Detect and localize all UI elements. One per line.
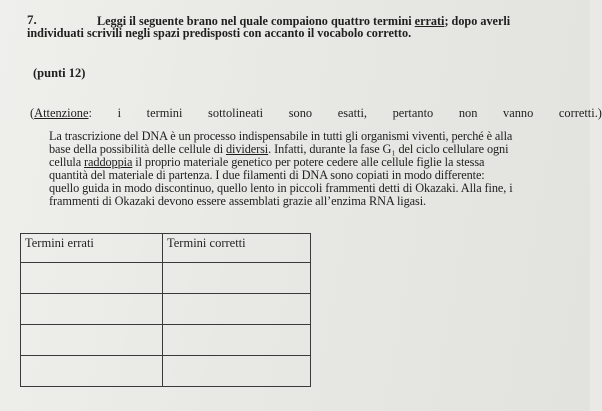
text-segment: il proprio materiale genetico per potere cedere alle cellule figlie la stessa <box>132 155 485 169</box>
header-termini-errati: Termini errati <box>21 234 163 263</box>
underlined-dividersi: dividersi <box>225 142 269 156</box>
underlined-errati: errati <box>414 14 445 28</box>
exercise-number: 7. <box>27 12 37 27</box>
cell-errato-3[interactable] <box>21 325 163 356</box>
table-row <box>21 356 311 387</box>
attention-word-7: non <box>458 106 478 120</box>
header-termini-corretti: Termini corretti <box>163 234 311 263</box>
attention-label <box>30 106 92 121</box>
attention-note <box>30 106 602 121</box>
paragraph-line-4: quantità del materiale di partenza. I due filamenti di DNA sono copiati in modo differente: <box>49 168 485 182</box>
cell-corretto-3[interactable] <box>163 325 311 356</box>
attention-word-6: pertanto <box>392 106 434 120</box>
paragraph-line-6: frammenti di Okazaki devono essere assemblati grazie all’enzima RNA ligasi. <box>49 194 426 208</box>
cell-errato-4[interactable] <box>21 356 163 387</box>
instruction-text: Leggi il seguente brano nel quale compaiono quattro termini <box>97 14 415 28</box>
cell-corretto-1[interactable] <box>163 263 311 294</box>
cell-corretto-4[interactable] <box>163 356 311 387</box>
instruction-line-2: individuati scrivili negli spazi predisposti con accanto il vocabolo corretto. <box>27 26 412 40</box>
text-segment: . Infatti, durante la fase G₁ del ciclo cellulare ogni <box>268 142 509 156</box>
open-paren: ( <box>30 106 35 120</box>
table-header-row <box>21 234 311 263</box>
attention-word-2: termini <box>146 106 183 120</box>
attention-word-3: sottolineati <box>208 106 264 120</box>
attention-word-1: i <box>117 106 122 120</box>
attention-word-8: vanno <box>503 106 534 120</box>
text-segment: cellula <box>49 155 85 169</box>
cell-corretto-2[interactable] <box>163 294 311 325</box>
underlined-raddoppia: raddoppia <box>84 155 133 169</box>
table-row <box>21 294 311 325</box>
cell-errato-1[interactable] <box>21 263 163 294</box>
paragraph-line-1: La trascrizione del DNA è un processo indispensabile in tutti gli organismi viventi, perché è alla <box>49 129 513 143</box>
attention-colon: : <box>88 106 92 120</box>
attention-word-9: corretti.) <box>558 106 602 120</box>
attention-word: Attenzione <box>34 106 89 120</box>
answers-table <box>20 233 311 387</box>
attention-word-5: esatti, <box>337 106 367 120</box>
points-label: (punti 12) <box>33 66 86 80</box>
table-row <box>21 325 311 356</box>
attention-word-4: sono <box>288 106 313 120</box>
text-segment: base della possibilità delle cellule di <box>49 142 226 156</box>
cell-errato-2[interactable] <box>21 294 163 325</box>
instruction-text-end: ; dopo averli <box>444 14 511 28</box>
table-row <box>21 263 311 294</box>
paragraph-line-5: quello guida in modo discontinuo, quello lento in piccoli frammenti detti di Okazaki. Alla fine, i <box>49 181 513 195</box>
